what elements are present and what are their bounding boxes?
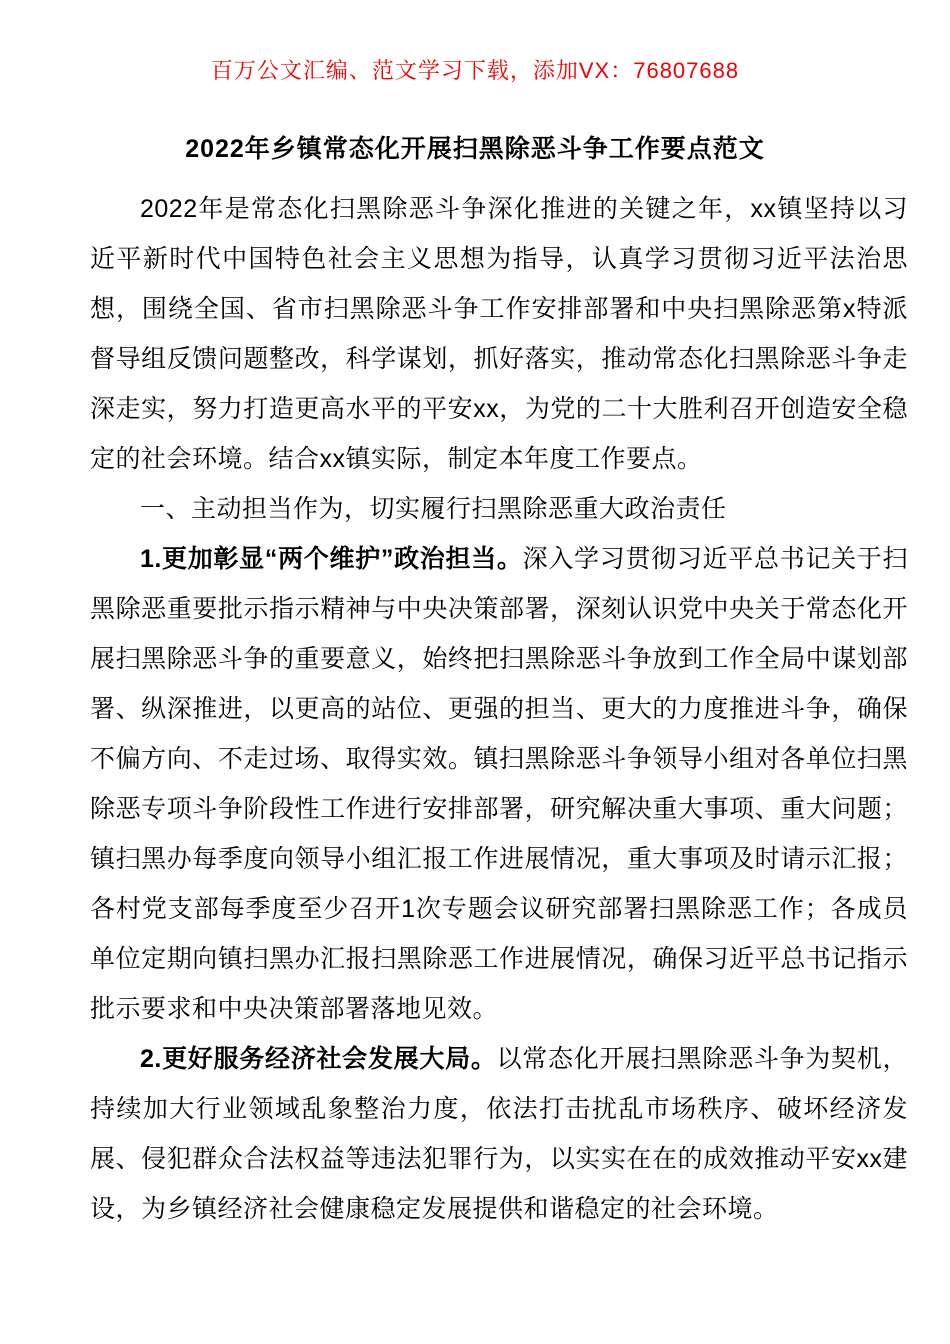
paragraph-point-1-text: 深入学习贯彻习近平总书记关于扫黑除恶重要批示指示精神与中央决策部署，深刻认识党中央关于常态化开展扫黑除恶斗争的重要意义，始终把扫黑除恶斗争放到工作全局中谋划部署、纵深推进，以更高的站位、更强的担当、更大的力度推进斗争，确保不偏方向、不走过场、取得实效。镇扫黑除恶斗争领导小组对各单位扫黑除恶专项斗争阶段性工作进行安排部署，研究解决重大事项、重大问题；镇扫黑办每季度向领导小组汇报工作进展情况，重大事项及时请示汇报；各村党支部每季度至少召开1次专题会议研究部署扫黑除恶工作；各成员单位定期向镇扫黑办汇报扫黑除恶工作进展情况，确保习近平总书记指示批示要求和中央决策部署落地见效。 [90, 545, 908, 1023]
document-title: 2022年乡镇常态化开展扫黑除恶斗争工作要点范文 [185, 135, 765, 163]
paragraph-point-2-bold-lead: 2.更好服务经济社会发展大局。 [140, 1045, 497, 1073]
promo-header-text: 百万公文汇编、范文学习下载，添加VX：76807688 [210, 58, 740, 83]
paragraph-point-1 [90, 534, 908, 1034]
paragraph-point-2-text: 以常态化开展扫黑除恶斗争为契机，持续加大行业领域乱象整治力度，依法打击扰乱市场秩序、破坏经济发展、侵犯群众合法权益等违法犯罪行为，以实实在在的成效推动平安xx建设，为乡镇经济社会健康稳定发展提供和谐稳定的社会环境。 [90, 1045, 908, 1223]
section-heading-1-text: 一、主动担当作为，切实履行扫黑除恶重大政治责任 [140, 495, 727, 523]
section-heading-1 [90, 484, 908, 534]
paragraph-point-1-bold-lead: 1.更加彰显“两个维护”政治担当。 [140, 545, 523, 573]
paragraph-point-2 [90, 1034, 908, 1234]
paragraph-intro [90, 184, 908, 484]
paragraph-intro-text: 2022年是常态化扫黑除恶斗争深化推进的关键之年，xx镇坚持以习近平新时代中国特色社会主义思想为指导，认真学习贯彻习近平法治思想，围绕全国、省市扫黑除恶斗争工作安排部署和中央扫黑除恶第x特派督导组反馈问题整改，科学谋划，抓好落实，推动常态化扫黑除恶斗争走深走实，努力打造更高水平的平安xx，为党的二十大胜利召开创造安全稳定的社会环境。结合xx镇实际，制定本年度工作要点。 [90, 195, 908, 473]
document-body [90, 184, 908, 1234]
